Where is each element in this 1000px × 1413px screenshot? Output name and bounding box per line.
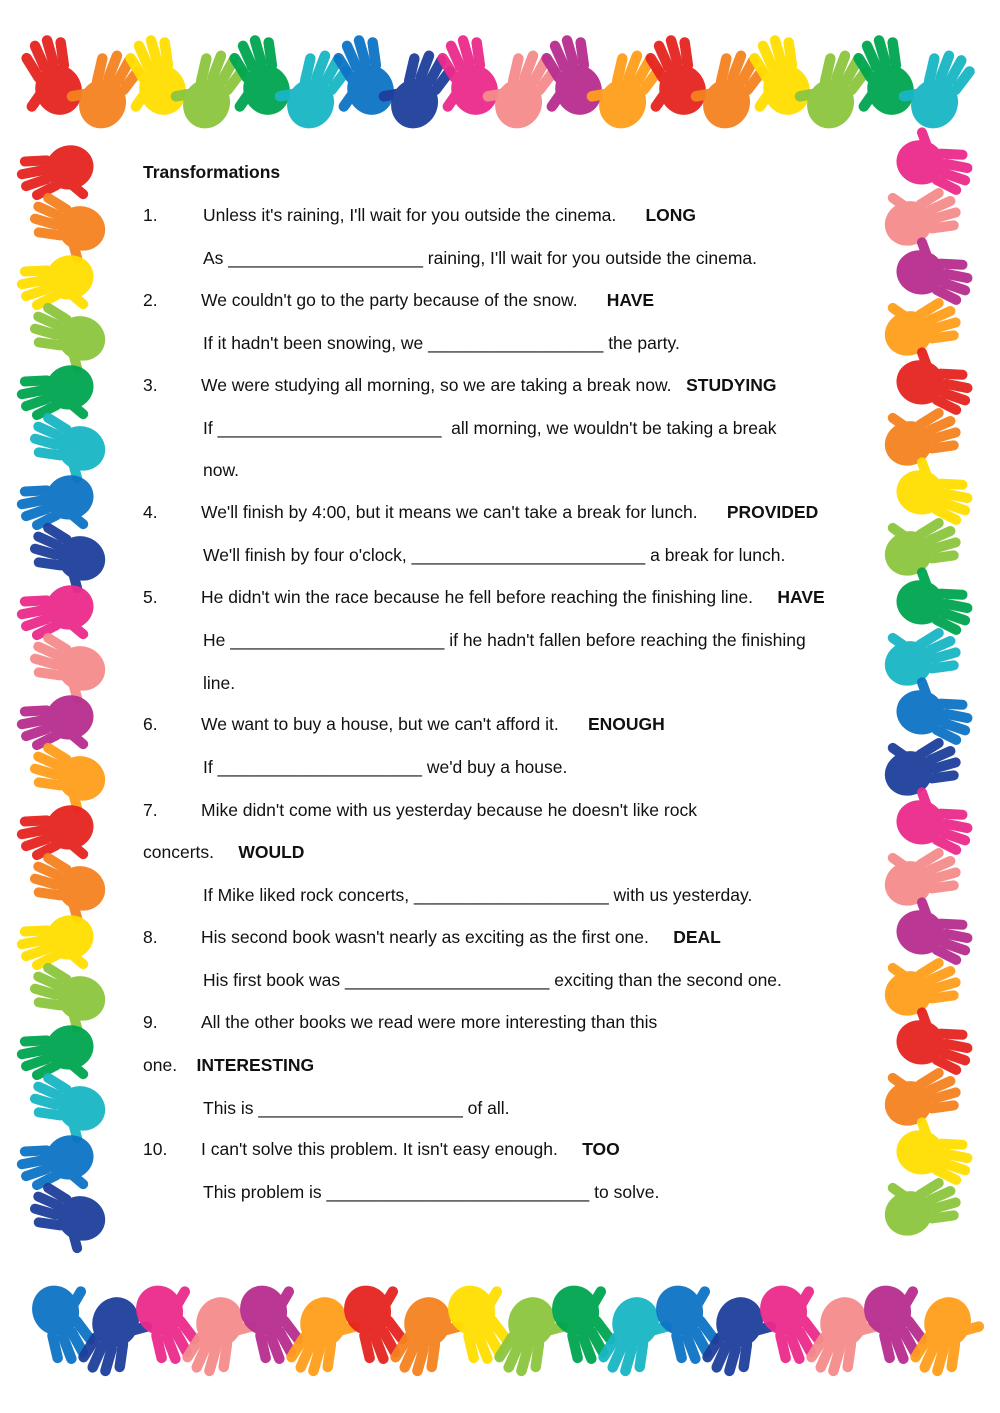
exercise-prompt: We'll finish by 4:00, but it means we can't take a break for lunch. PROVIDED [201,502,819,522]
answer-line-cont: line. [203,673,236,693]
answer-line: This problem is ___________________________ to solve. [203,1182,660,1202]
keyword: HAVE [777,587,825,607]
exercise-number: 3. [143,375,158,395]
answer-line: If _____________________ we'd buy a house. [203,757,568,777]
exercise-prompt: His second book wasn't nearly as exciting as the first one. DEAL [201,927,721,947]
exercise-prompt: I can't solve this problem. It isn't easy enough. TOO [201,1139,620,1159]
answer-line: As ____________________ raining, I'll wait for you outside the cinema. [203,248,758,268]
hand-print-icon [19,1178,112,1260]
worksheet [118,140,878,1230]
keyword: ENOUGH [587,714,665,734]
keyword: HAVE [606,290,655,310]
exercise-prompt: All the other books we read were more interesting than this [201,1012,658,1032]
answer-line: We'll finish by four o'clock, ________________________ a break for lunch. [203,545,786,565]
answer-line: He ______________________ if he hadn't fallen before reaching the finishing [203,630,806,650]
exercise-number: 1. [143,205,158,225]
exercise-prompt: Mike didn't come with us yesterday because he doesn't like rock [201,800,697,820]
hand-print-icon [4,29,91,127]
keyword: WOULD [238,842,305,862]
keyword: INTERESTING [196,1055,315,1075]
keyword: LONG [645,205,697,225]
exercise-number: 4. [143,502,158,522]
exercise-prompt: Unless it's raining, I'll wait for you outside the cinema. LONG [203,205,697,225]
keyword: TOO [582,1139,620,1159]
answer-line: His first book was _____________________ exciting than the second one. [203,970,782,990]
exercise-prompt: We want to buy a house, but we can't afford it. ENOUGH [201,714,665,734]
keyword: PROVIDED [726,502,819,522]
keyword: DEAL [673,927,721,947]
exercise-number: 9. [143,1012,158,1032]
answer-line: If Mike liked rock concerts, ____________________ with us yesterday. [203,885,753,905]
exercise-prompt: He didn't win the race because he fell before reaching the finishing line. HAVE [201,587,825,607]
answer-line-cont: now. [203,460,239,480]
exercise-prompt: We couldn't go to the party because of the snow. HAVE [201,290,655,310]
exercise-number: 2. [143,290,158,310]
exercise-number: 7. [143,800,158,820]
exercise-prompt: We were studying all morning, so we are taking a break now. STUDYING [201,375,777,395]
exercise-number: 8. [143,927,158,947]
answer-line: If _______________________ all morning, we wouldn't be taking a break [203,418,777,438]
hand-print-icon [891,121,981,199]
exercise-number: 10. [143,1139,168,1159]
exercise-prompt-cont: one. INTERESTING [143,1055,315,1075]
page-title: Transformations [143,162,281,182]
exercise-number: 5. [143,587,158,607]
exercise-prompt-cont: concerts. WOULD [143,842,305,862]
answer-line: This is _____________________ of all. [203,1098,510,1118]
exercise-number: 6. [143,714,158,734]
keyword: STUDYING [686,375,777,395]
answer-line: If it hadn't been snowing, we __________________ the party. [203,333,680,353]
